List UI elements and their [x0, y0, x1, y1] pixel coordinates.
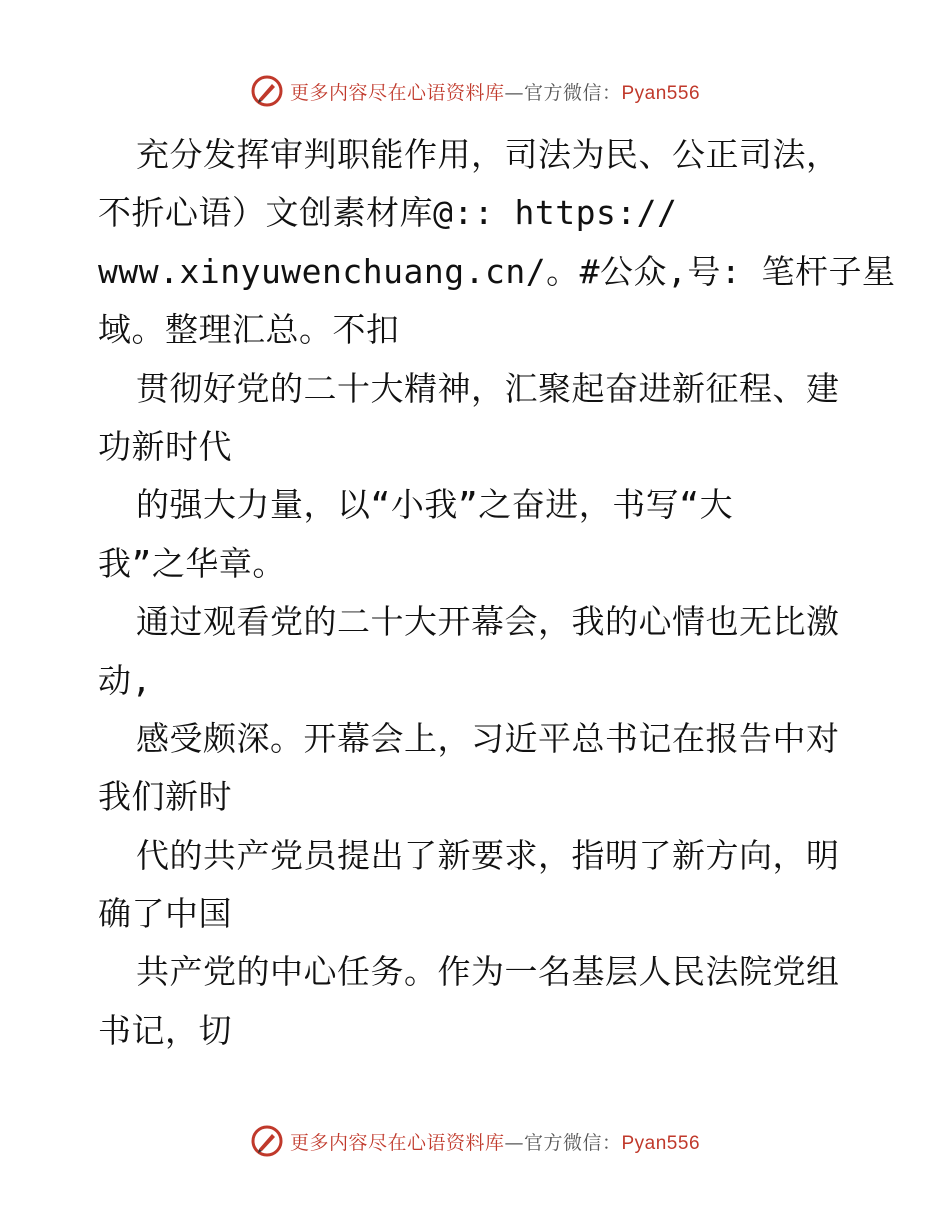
text-line: 的强大力量，以“小我”之奋进，书写“大 [136, 485, 734, 525]
watermark-brand: 更多内容尽在心语资料库 [289, 81, 505, 104]
text-line: 确了中国 [98, 894, 232, 934]
text-line: 域。整理汇总。不扣 [98, 310, 400, 350]
watermark-separator: — [504, 81, 524, 104]
watermark-text [290, 1128, 700, 1155]
document-body [98, 126, 896, 1060]
watermark-wechat-label: 官方微信： [523, 81, 622, 104]
watermark-text [290, 78, 700, 105]
text-line: 感受颇深。开幕会上，习近平总书记在报告中对 [136, 718, 840, 758]
text-line: 贯彻好党的二十大精神，汇聚起奋进新征程、建 [136, 368, 840, 408]
header-watermark [0, 74, 950, 108]
watermark-separator: — [504, 1131, 524, 1154]
pen-circle-logo-icon [250, 74, 284, 108]
text-line: 通过观看党的二十大开幕会，我的心情也无比激 [136, 602, 840, 642]
watermark-wechat-id: Pyan556 [621, 1132, 701, 1154]
watermark-brand: 更多内容尽在心语资料库 [289, 1131, 505, 1154]
text-line: 代的共产党员提出了新要求，指明了新方向，明 [136, 835, 840, 875]
text-line: 不折心语）文创素材库@:: https:// [98, 193, 678, 233]
watermark-wechat-label: 官方微信： [523, 1131, 622, 1154]
pen-circle-logo-icon [250, 1124, 284, 1158]
text-line: 充分发挥审判职能作用，司法为民、公正司法， [136, 135, 840, 174]
text-line: 功新时代 [98, 426, 232, 466]
text-line: www.xinyuwenchuang.cn/。#公众,号: 笔杆子星 [98, 251, 896, 291]
text-line: 书记，切 [98, 1010, 232, 1050]
text-line: 我们新时 [98, 777, 232, 817]
text-line: 动, [98, 660, 152, 700]
text-line: 共产党的中心任务。作为一名基层人民法院党组 [136, 952, 840, 992]
watermark-wechat-id: Pyan556 [621, 82, 701, 104]
text-line: 我”之华章。 [98, 543, 286, 583]
footer-watermark [0, 1124, 950, 1158]
